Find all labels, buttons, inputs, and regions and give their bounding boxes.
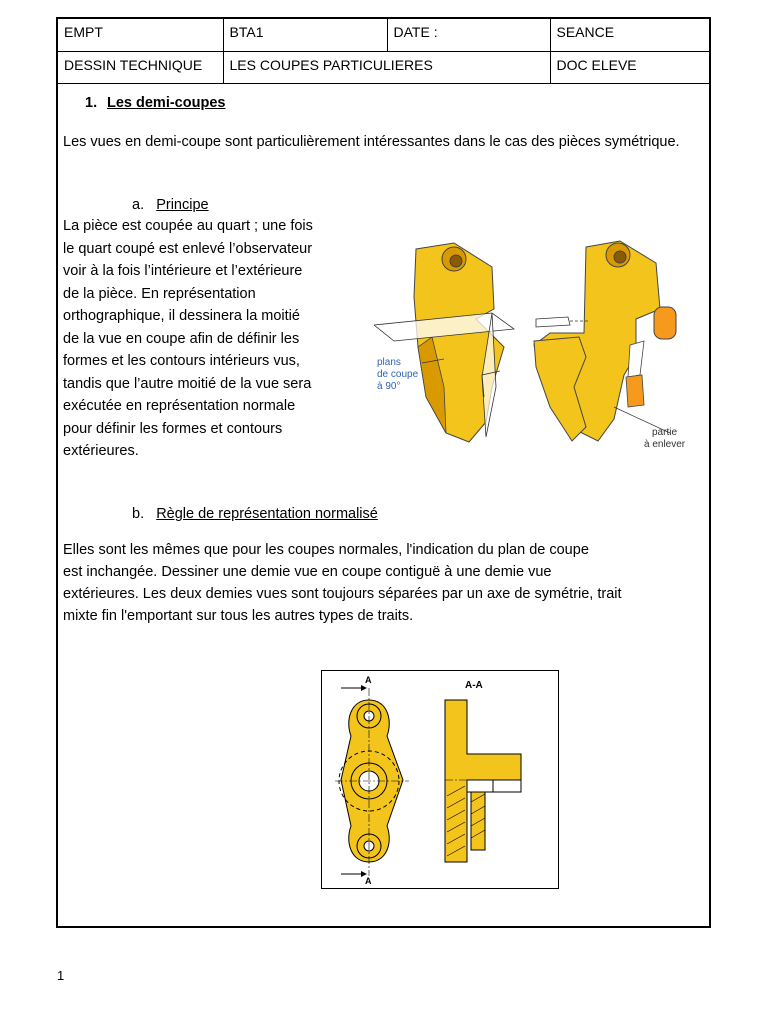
section-view-label: A-A [465,680,483,691]
half-section-drawing [321,670,559,889]
principe-line: exécutée en représentation normale [63,398,296,414]
principe-line: tandis que l’autre moitié de la vue sera [63,375,312,392]
page-number: 1 [57,968,65,983]
section-arrow-label-bottom: A [365,876,372,886]
header-session: SEANCE [550,19,709,51]
intro-paragraph: Les vues en demi-coupe sont particulièrement intéressantes dans le cas des pièces symétrique. [63,134,680,150]
regle-line: extérieures. Les deux demies vues sont toujours séparées par un axe de symétrie, trait [63,586,622,602]
regle-line: mixte fin l'emportant sur tous les autres types de traits. [63,608,414,624]
planes-label-3: à 90° [377,381,401,392]
header-school: EMPT [58,19,223,51]
section-heading: 1. Les demi-coupes [85,95,226,111]
half-section-3d-illustration [374,237,697,455]
header-table [58,19,709,84]
principe-line: pour définir les formes et contours [63,420,283,437]
principe-line: La pièce est coupée au quart ; une fois [63,218,313,234]
principe-line: formes et les contours intérieurs vus, [63,353,300,369]
principe-line: de la vue en coupe afin de définir les [63,330,300,347]
header-doc-type: DOC ELEVE [550,51,709,83]
planes-label-1: plans [377,357,401,368]
part-label-1: partie [652,427,678,438]
regle-line: Elles sont les mêmes que pour les coupes normales, l'indication du plan de coupe [63,542,589,558]
regle-line: est inchangée. Dessiner une demie vue en coupe contiguë à une demie vue [63,564,552,580]
regle-heading: b. Règle de représentation normalisé [132,506,378,522]
regle-paragraph [63,539,708,627]
principe-heading: a. Principe [132,197,209,213]
section-title: Les demi-coupes [107,95,226,111]
principe-line: de la pièce. En représentation [63,285,256,302]
section-arrow-label-top: A [365,675,372,685]
header-topic: LES COUPES PARTICULIERES [223,51,550,83]
header-date: DATE : [387,19,550,51]
planes-label-2: de coupe [377,369,419,380]
principe-line: extérieures. [63,443,139,459]
principe-line: le quart coupé est enlevé l’observateur [63,240,313,257]
principe-line: voir à la fois l’intérieure et l’extérieure [63,263,303,279]
principe-paragraph [63,215,363,463]
principe-line: orthographique, il dessinera la moitié [63,308,300,324]
header-class: BTA1 [223,19,387,51]
header-subject: DESSIN TECHNIQUE [58,51,223,83]
part-label-2: à enlever [644,439,686,450]
